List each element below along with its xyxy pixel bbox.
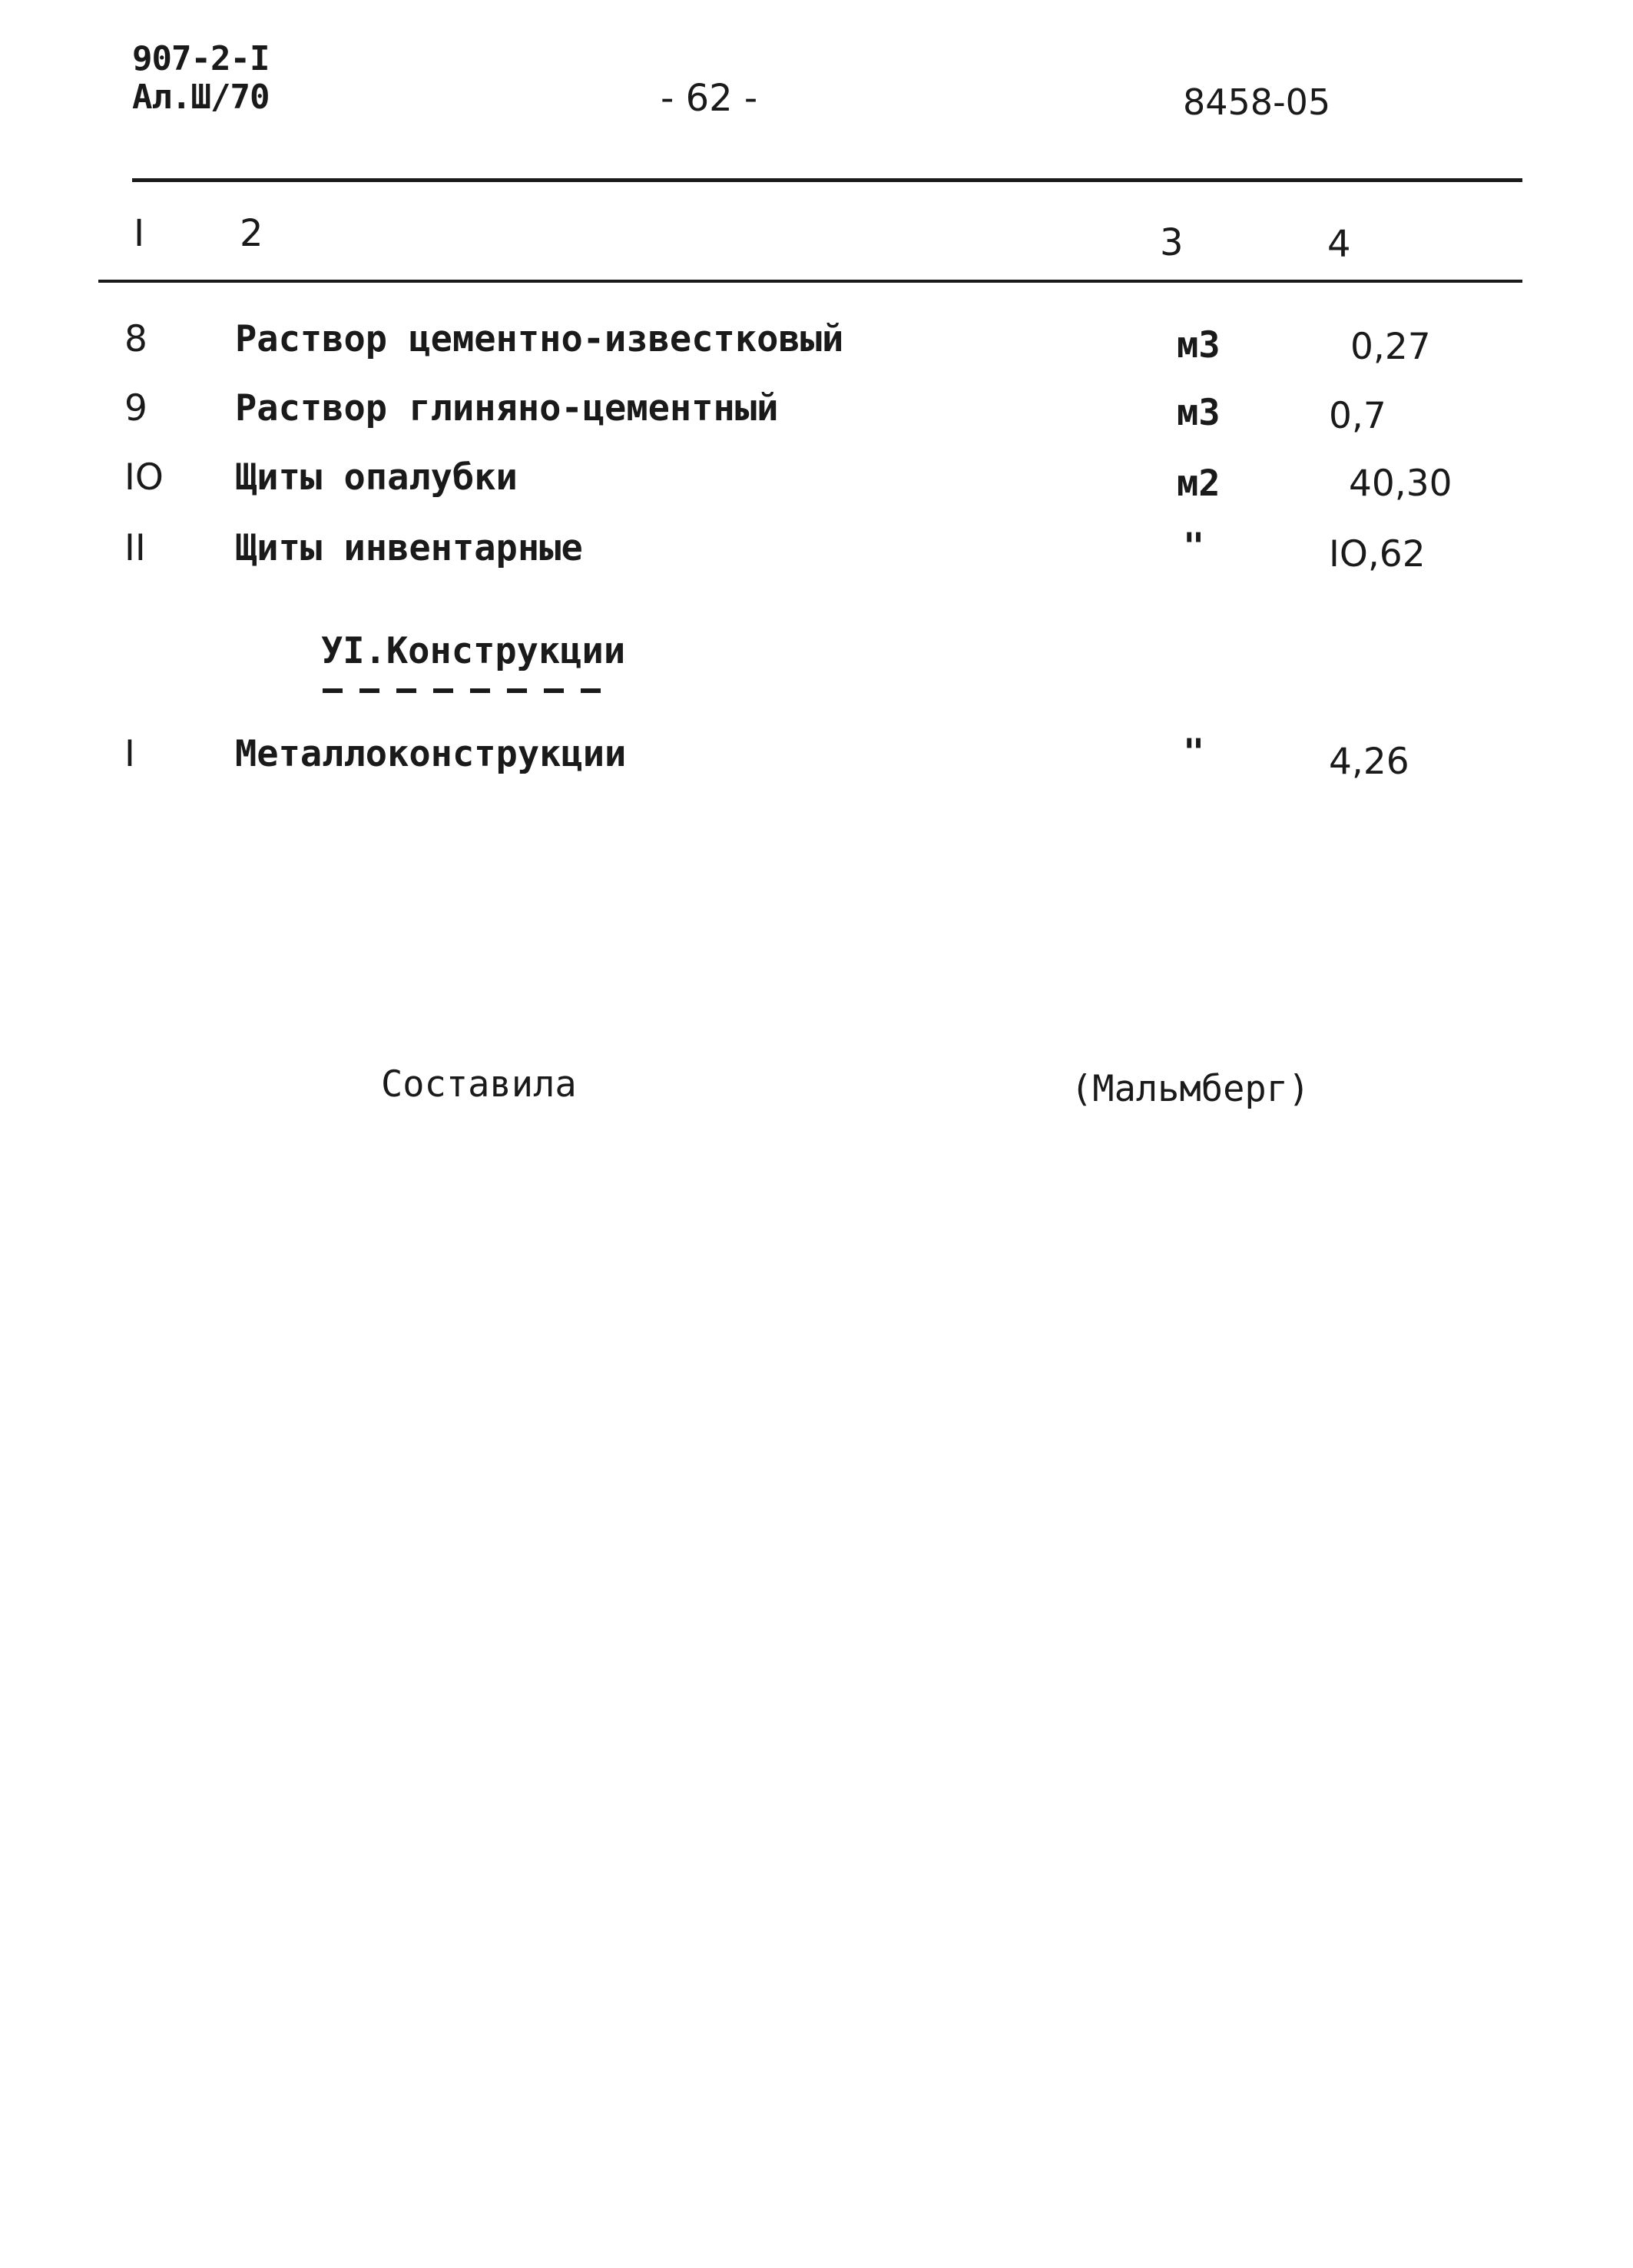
table-row xyxy=(0,733,1633,787)
signature-name: (Мальмберг) xyxy=(1071,1068,1310,1110)
table-top-rule xyxy=(132,178,1522,182)
column-header-2: 2 xyxy=(240,212,263,255)
column-header-1: I xyxy=(134,212,145,255)
row-unit: м3 xyxy=(1177,392,1221,434)
doc-number: 8458-05 xyxy=(1183,81,1331,123)
row-quantity: IO,62 xyxy=(1329,533,1426,575)
row-number: II xyxy=(124,527,146,569)
signature-label: Составила xyxy=(381,1063,577,1106)
row-unit: м3 xyxy=(1177,324,1221,366)
row-number: 8 xyxy=(124,318,147,360)
page-number: - 62 - xyxy=(661,77,758,120)
table-row xyxy=(0,456,1633,510)
row-quantity: 0,27 xyxy=(1350,326,1431,368)
row-name: Металлоконструкции xyxy=(235,733,627,775)
column-header-3: 3 xyxy=(1160,221,1184,264)
row-number: 9 xyxy=(124,387,147,429)
document-code xyxy=(132,40,269,117)
row-name: Щиты инвентарные xyxy=(235,527,583,569)
section-title: УI.Конструкции xyxy=(321,630,626,672)
row-unit: м2 xyxy=(1177,463,1221,505)
row-unit: " xyxy=(1183,731,1205,774)
table-row xyxy=(0,527,1633,581)
row-quantity: 40,30 xyxy=(1349,463,1452,505)
table-row xyxy=(0,318,1633,372)
code-line-2: Ал.Ш/70 xyxy=(132,78,270,117)
row-quantity: 0,7 xyxy=(1329,395,1386,437)
row-number: I xyxy=(124,733,135,775)
table-row xyxy=(0,387,1633,441)
row-name: Щиты опалубки xyxy=(235,456,518,499)
row-quantity: 4,26 xyxy=(1329,741,1409,783)
row-name: Раствор цементно-известковый xyxy=(235,318,844,360)
row-unit: " xyxy=(1183,526,1205,568)
code-line-1: 907-2-I xyxy=(132,39,270,78)
row-number: IO xyxy=(124,456,164,499)
row-name: Раствор глиняно-цементный xyxy=(235,387,779,429)
table-header-rule xyxy=(98,280,1522,283)
column-header-4: 4 xyxy=(1327,223,1351,266)
section-title-underline xyxy=(323,688,604,693)
